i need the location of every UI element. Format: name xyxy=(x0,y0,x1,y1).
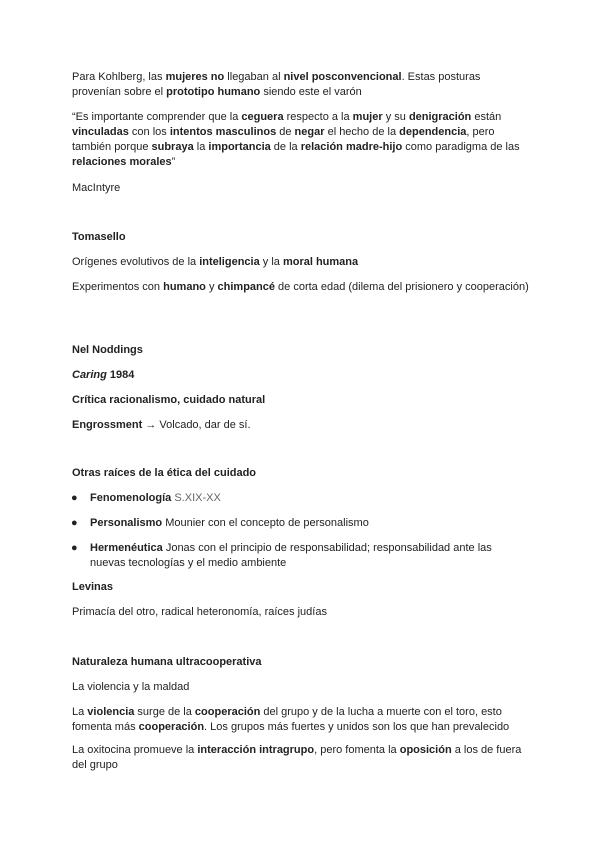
bold-run: ceguera xyxy=(241,111,284,123)
text-run: , pero también porque xyxy=(72,126,495,153)
text-run: el hecho de la xyxy=(324,126,400,138)
text-run: del grupo y de la lucha a muerte con el toro, esto fomenta más xyxy=(72,706,502,733)
text-run: siendo este el varón xyxy=(260,86,362,98)
text-run: de la xyxy=(270,141,301,153)
bullet-icon: ● xyxy=(71,492,78,504)
text-run: a los de fuera del grupo xyxy=(72,744,522,771)
text-run: ” xyxy=(171,156,176,168)
bold-run: Fenomenología xyxy=(90,492,172,504)
list-item xyxy=(71,516,530,531)
bold-run: Engrossment xyxy=(72,419,143,431)
bold-run: Personalismo xyxy=(90,517,163,529)
naturaleza-heading xyxy=(72,655,532,670)
text-run: . Los grupos más fuertes y unidos son los que han prevalecido xyxy=(204,721,510,733)
text-run: “Es importante comprender que la xyxy=(72,111,242,123)
text-run: → Volcado, dar de sí. xyxy=(142,419,251,431)
macintyre-line: MacIntyre xyxy=(72,182,121,194)
bold-run: dependencia xyxy=(399,126,467,138)
text-run: con los xyxy=(128,126,170,138)
text-run: y su xyxy=(382,111,409,123)
heading-text: Otras raíces de la ética del cuidado xyxy=(72,467,257,479)
heading-text: Levinas xyxy=(72,581,113,593)
bold-run: violencia xyxy=(87,706,135,718)
text-run: Orígenes evolutivos de la xyxy=(72,256,200,268)
heading-text: Tomasello xyxy=(72,231,126,243)
noddings-critica-line xyxy=(72,393,532,408)
bold-run: moral humana xyxy=(282,256,359,268)
text-run: . Estas posturas provenían sobre el xyxy=(72,71,481,98)
bold-run: relaciones morales xyxy=(72,156,172,168)
bold-run: subraya xyxy=(151,141,194,153)
text-run: La oxitocina promueve la xyxy=(72,744,198,756)
text-run: , pero fomenta la xyxy=(314,744,400,756)
tomasello-heading xyxy=(72,230,532,245)
text-run: llegaban al xyxy=(224,71,284,83)
bold-run: prototipo humano xyxy=(166,86,261,98)
text-run: surge de la xyxy=(134,706,195,718)
bold-run: cooperación xyxy=(194,706,261,718)
text-run: de xyxy=(276,126,295,138)
bold-run: Caring xyxy=(72,369,107,381)
bold-run: Crítica racionalismo, cuidado natural xyxy=(72,394,266,406)
list-item xyxy=(71,541,530,571)
bold-run: nivel posconvencional xyxy=(283,71,402,83)
bold-run: inteligencia xyxy=(199,256,260,268)
text-run: y xyxy=(205,281,218,293)
heading-text: Nel Noddings xyxy=(72,344,143,356)
text-run: Jonas con el principio de responsabilidad; responsabilidad ante las nuevas tecnologías y el medio ambiente xyxy=(90,542,492,569)
bold-run: Hermenéutica xyxy=(90,542,163,554)
naturaleza-paragraph-1 xyxy=(72,705,532,735)
bold-run: oposición xyxy=(399,744,452,756)
bold-run: importancia xyxy=(208,141,271,153)
noddings-heading xyxy=(72,343,532,358)
bold-run: intentos masculinos xyxy=(169,126,277,138)
text-run: Mounier con el concepto de personalismo xyxy=(162,517,369,529)
text-run: de corta edad (dilema del prisionero y cooperación) xyxy=(274,281,529,293)
bullet-icon: ● xyxy=(71,517,78,529)
bold-run: chimpancé xyxy=(217,281,275,293)
text-run: Para Kohlberg, las xyxy=(72,71,166,83)
quote-paragraph xyxy=(72,110,532,170)
levinas-heading xyxy=(72,580,532,595)
text-run: Experimentos con xyxy=(72,281,164,293)
bold-run: cooperación xyxy=(138,721,205,733)
text-run: respecto a la xyxy=(283,111,353,123)
tomasello-line-1 xyxy=(72,255,532,270)
bullet-icon: ● xyxy=(71,542,78,554)
bold-run: interacción intragrupo xyxy=(197,744,315,756)
text-run: están xyxy=(471,111,502,123)
text-run: S.XIX-XX xyxy=(171,492,221,504)
bold-run: 1984 xyxy=(106,369,135,381)
bold-run: denigración xyxy=(408,111,472,123)
noddings-engrossment-line xyxy=(72,418,532,433)
bold-run: negar xyxy=(294,126,325,138)
bold-run: mujeres no xyxy=(165,71,225,83)
bold-run: vinculadas xyxy=(72,126,129,138)
tomasello-line-2 xyxy=(72,280,532,295)
bold-run: humano xyxy=(163,281,206,293)
text-run: La xyxy=(72,706,88,718)
naturaleza-subtitle: La violencia y la maldad xyxy=(72,681,190,693)
text-run: y la xyxy=(259,256,283,268)
otras-heading xyxy=(72,466,532,481)
heading-text: Naturaleza humana ultracooperativa xyxy=(72,656,262,668)
kohlberg-paragraph xyxy=(72,70,532,100)
text-run: la xyxy=(193,141,209,153)
text-run: como paradigma de las xyxy=(402,141,520,153)
bold-run: relación madre-hijo xyxy=(300,141,403,153)
bold-run: mujer xyxy=(352,111,383,123)
levinas-text: Primacía del otro, radical heteronomía, raíces judías xyxy=(72,606,327,618)
noddings-caring-line xyxy=(72,368,532,383)
naturaleza-paragraph-2 xyxy=(72,743,532,773)
list-item xyxy=(71,491,530,506)
